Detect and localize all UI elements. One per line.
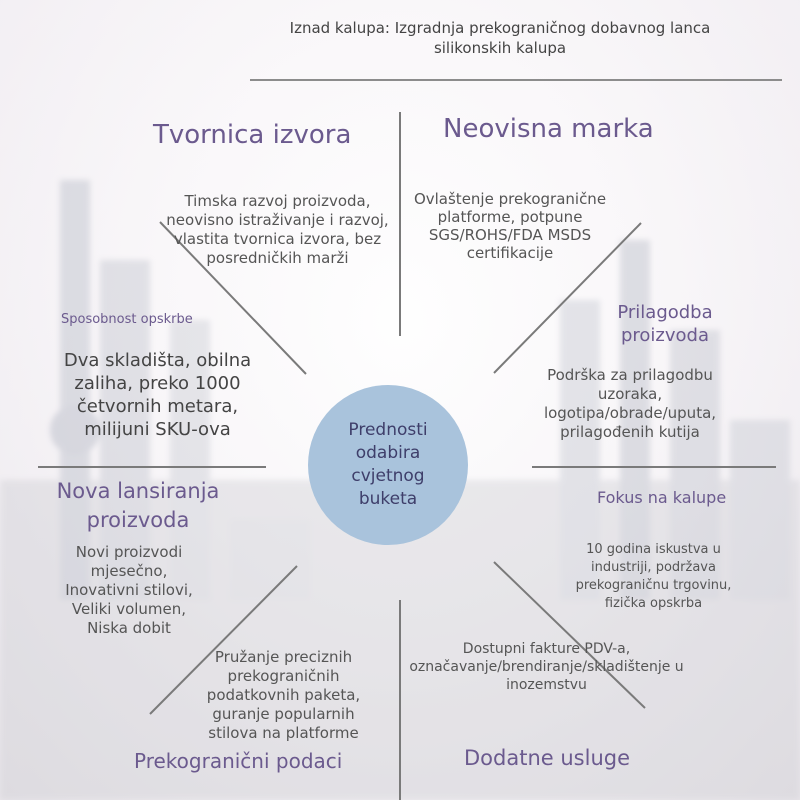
tvornica-body: Timska razvoj proizvoda, neovisno istraživanje i razvoj, vlastita tvornica izvora, bez posredničkih marži (166, 192, 389, 267)
prilagodba-title: Prilagodba proizvoda (617, 302, 713, 346)
neovisna-title: Neovisna marka (443, 114, 654, 144)
opskrba-title: Sposobnost opskrbe (61, 312, 193, 327)
dodatne-body: Dostupni fakture PDV-a, označavanje/brendiranje/skladištenje u inozemstvu (409, 641, 684, 693)
opskrba-body: Dva skladišta, obilna zaliha, preko 1000 četvornih metara, milijuni SKU-ova (63, 350, 252, 440)
tvornica-title: Tvornica izvora (153, 120, 352, 150)
dodatne-title: Dodatne usluge (464, 746, 631, 770)
nova-title: Nova lansiranja proizvoda (56, 479, 220, 532)
prilagodba-body: Podrška za prilagodbu uzoraka, logotipa/obrade/uputa, prilagođenih kutija (543, 366, 717, 441)
center-label: Prednosti odabira cvjetnog buketa (348, 420, 428, 509)
podaci-title: Prekogranični podaci (134, 749, 343, 773)
podaci-body: Pružanje preciznih prekograničnih podatkovnih paketa, guranje popularnih stilova na platforme (206, 648, 361, 742)
fokus-title: Fokus na kalupe (597, 488, 727, 507)
nova-body: Novi proizvodi mjesečno, Inovativni stilovi, Veliki volumen, Niska dobit (65, 543, 193, 637)
header-text: Iznad kalupa: Izgradnja prekograničnog dobavnog lanca silikonskih kalupa (289, 19, 711, 57)
center-circle (308, 385, 468, 545)
fokus-body: 10 godina iskustva u industriji, podržava prekograničnu trgovinu, fizička opskrba (575, 542, 732, 611)
neovisna-body: Ovlaštenje prekogranične platforme, potpune SGS/ROHS/FDA MSDS certifikacije (413, 190, 607, 262)
